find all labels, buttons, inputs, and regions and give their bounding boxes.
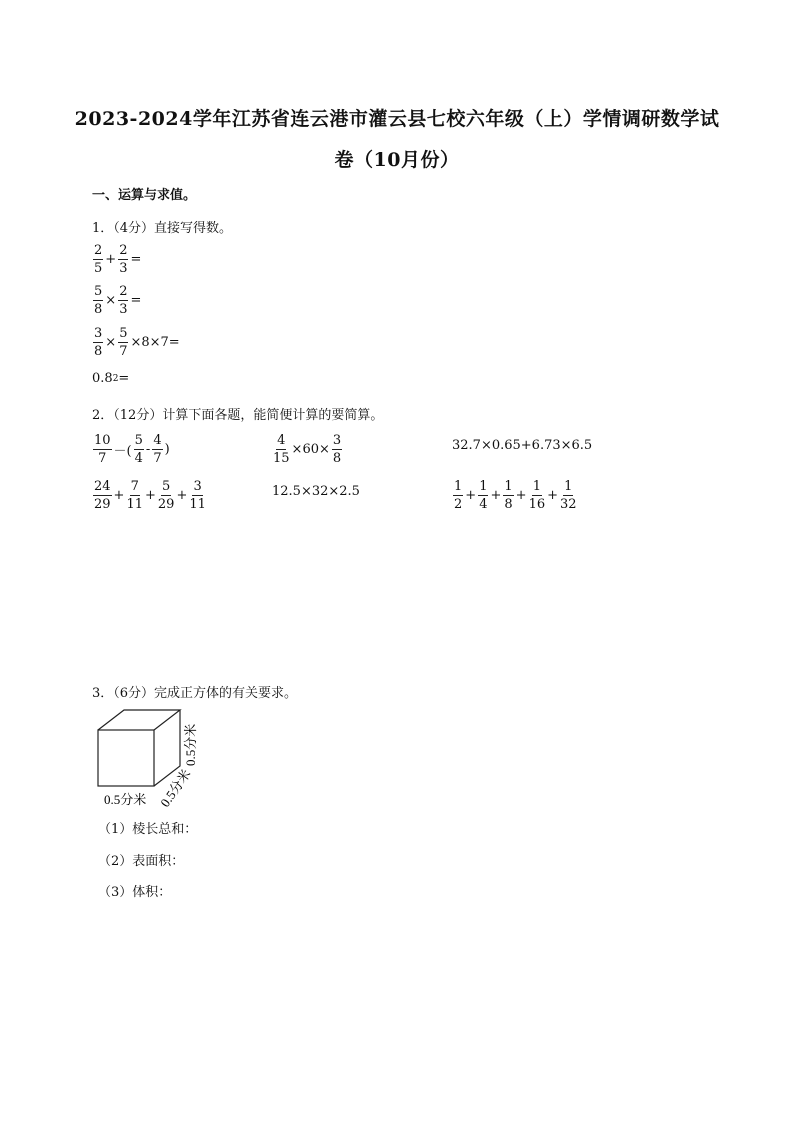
fraction: $\frac{24}{29}$ bbox=[94, 479, 111, 512]
cube-top-face bbox=[98, 710, 180, 730]
doc-title-line2: 卷（10月份） bbox=[334, 149, 460, 171]
section-heading: 一、运算与求值。 bbox=[92, 188, 197, 203]
question-1-label: 1．（4分）直接写得数。 bbox=[92, 221, 233, 236]
q1-expression-2: $\frac{5}{8}$ × $\frac{2}{3}$ = bbox=[94, 284, 142, 317]
fraction: $\frac{4}{7}$ bbox=[153, 433, 162, 466]
cube-front-face bbox=[98, 730, 154, 786]
doc-title-line1: 2023-2024学年江苏省连云港市灌云县七校六年级（上）学情调研数学试 bbox=[74, 108, 720, 130]
q2-expression-3: 32.7×0.65+6.73×6.5 bbox=[452, 438, 593, 453]
question-2-label: 2．（12分）计算下面各题，能简便计算的要简算。 bbox=[92, 408, 384, 423]
fraction: $\frac{3}{8}$ bbox=[94, 326, 103, 359]
fraction: $\frac{1}{8}$ bbox=[504, 479, 513, 512]
question-3-label: 3．（6分）完成正方体的有关要求。 bbox=[92, 686, 298, 701]
q2-expression-6: $\frac{1}{2}$ + $\frac{1}{4}$ + $\frac{1}{8}$ + $\frac{1}{16}$ + $\frac{1}{32}$ bbox=[454, 479, 577, 512]
cube-label-bottom: 0.5分米 bbox=[104, 792, 147, 807]
fraction: $\frac{5}{4}$ bbox=[134, 433, 143, 466]
fraction: $\frac{7}{11}$ bbox=[126, 479, 143, 512]
fraction: $\frac{5}{8}$ bbox=[94, 284, 103, 317]
fraction: $\frac{5}{29}$ bbox=[157, 479, 175, 512]
fraction: $\frac{2}{3}$ bbox=[119, 284, 128, 317]
fraction: $\frac{2}{3}$ bbox=[119, 243, 128, 276]
q2-expression-1: $\frac{10}{7}$ －( $\frac{5}{4}$ - $\frac{4}{7}$ ) bbox=[94, 433, 170, 466]
fraction: $\frac{3}{11}$ bbox=[189, 479, 206, 512]
fraction: $\frac{4}{15}$ bbox=[273, 433, 290, 466]
fraction: $\frac{1}{32}$ bbox=[560, 479, 577, 512]
q1-expression-3: $\frac{3}{8}$ × $\frac{5}{7}$ ×8×7= bbox=[94, 326, 180, 359]
fraction: $\frac{1}{16}$ bbox=[528, 479, 546, 512]
q2-expression-2: $\frac{4}{15}$ ×60× $\frac{3}{8}$ bbox=[273, 433, 342, 466]
fraction: $\frac{2}{5}$ bbox=[94, 243, 103, 276]
cube-label-right: 0.5分米 bbox=[183, 723, 198, 766]
q3-sub-2: （2）表面积： bbox=[98, 854, 185, 869]
q1-expression-1: $\frac{2}{5}$ + $\frac{2}{3}$ = bbox=[94, 243, 142, 276]
q1-expression-4: 0.8 2 = bbox=[92, 371, 130, 386]
cube-label-depth: 0.5分米 bbox=[157, 766, 194, 810]
q2-expression-5: 12.5×32×2.5 bbox=[272, 484, 360, 499]
q3-sub-1: （1）棱长总和： bbox=[98, 822, 198, 837]
fraction: $\frac{1}{4}$ bbox=[479, 479, 488, 512]
fraction: $\frac{3}{8}$ bbox=[332, 433, 342, 466]
cube-diagram bbox=[92, 704, 207, 812]
fraction: $\frac{1}{2}$ bbox=[454, 479, 463, 512]
fraction: $\frac{10}{7}$ bbox=[94, 433, 111, 466]
q3-sub-3: （3）体积： bbox=[98, 885, 172, 900]
fraction: $\frac{5}{7}$ bbox=[119, 326, 128, 359]
q2-expression-4: $\frac{24}{29}$ + $\frac{7}{11}$ + $\frac{5}{29}$ + $\frac{3}{11}$ bbox=[94, 479, 206, 512]
